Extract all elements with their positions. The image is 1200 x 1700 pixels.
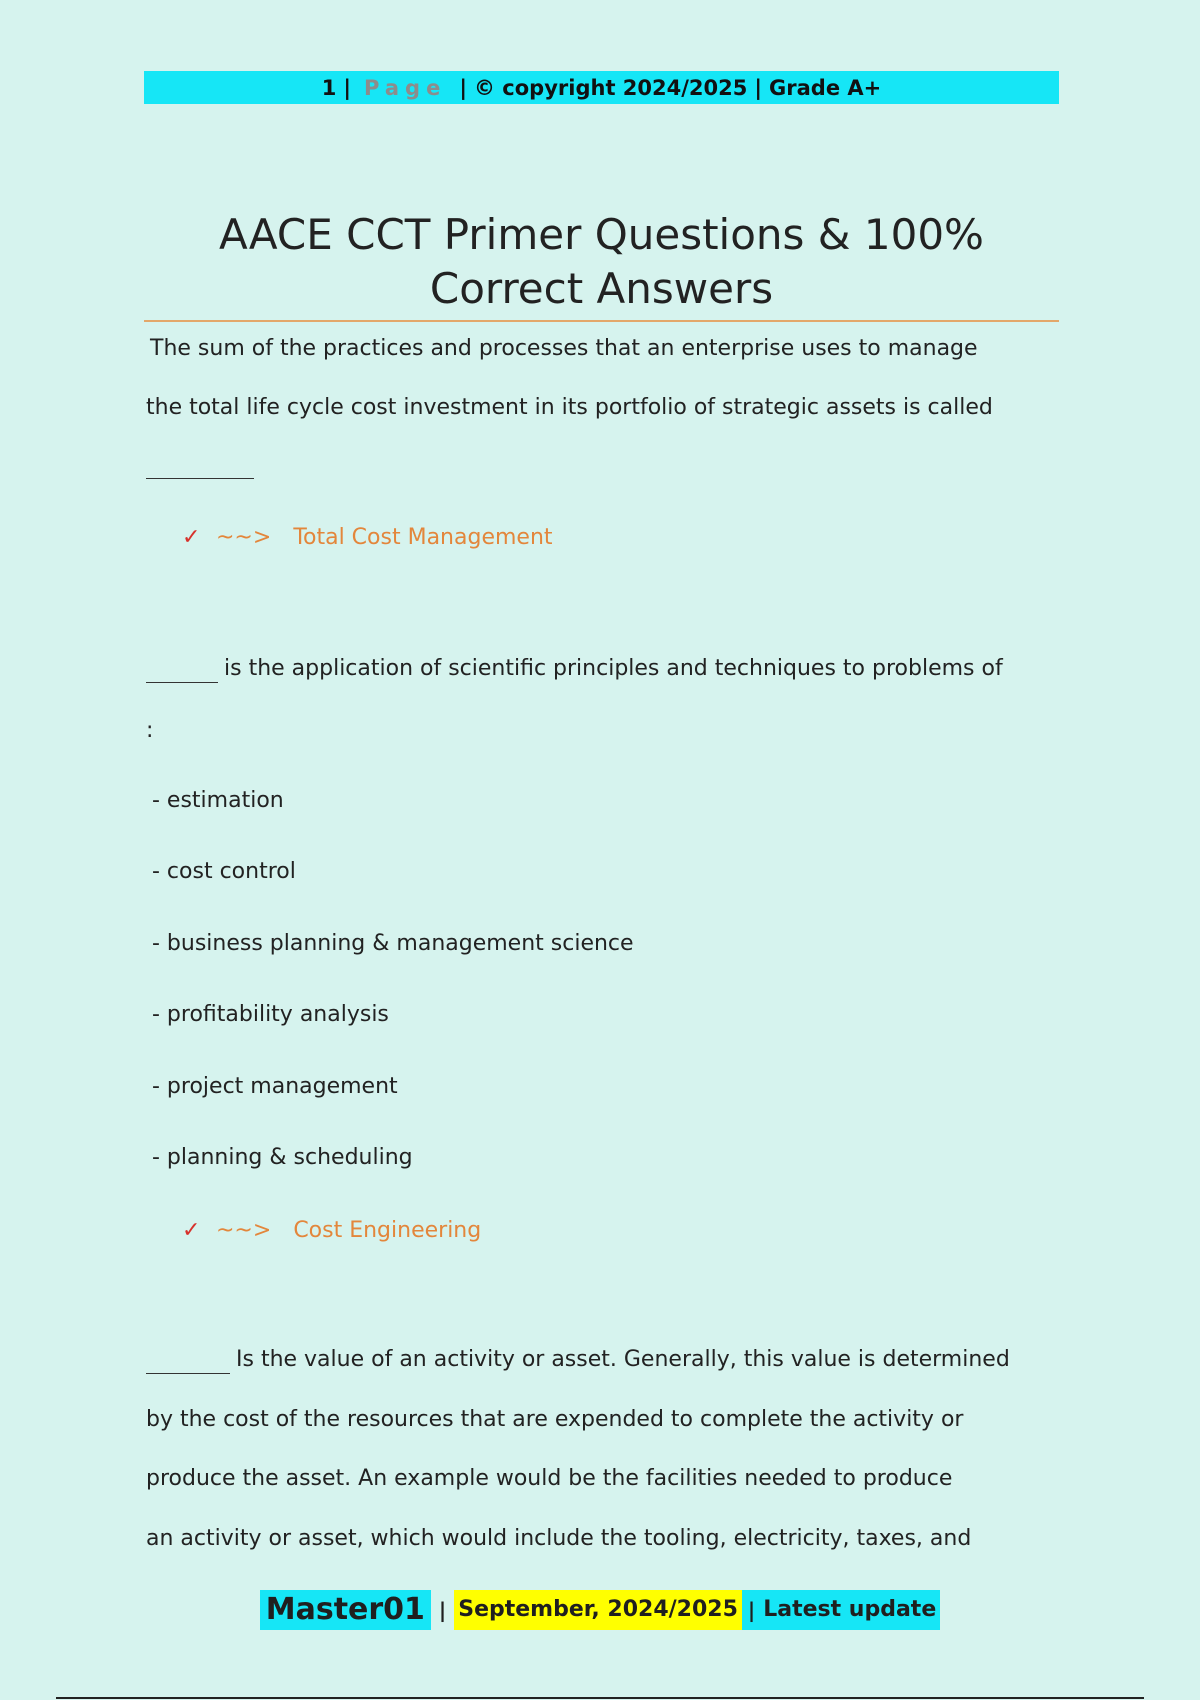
q3-line-3: produce the asset. An example would be the facilities needed to produce	[146, 1466, 953, 1491]
page-number: 1	[321, 75, 337, 100]
q2-item-3: - business planning & management science	[152, 931, 634, 956]
title-divider	[144, 320, 1059, 322]
q1-answer-text: Total Cost Management	[293, 525, 553, 550]
footer-author: Master01	[260, 1590, 431, 1630]
q2-answer	[182, 1218, 481, 1243]
footer-update: Latest update	[763, 1597, 937, 1622]
page-word: Page	[364, 75, 447, 100]
grade-text: Grade A+	[769, 75, 882, 100]
arrow-icon: ~~>	[216, 1218, 272, 1243]
footer-update-box	[742, 1590, 940, 1630]
check-icon: ✓	[182, 1218, 201, 1243]
page-header-bar	[144, 71, 1059, 104]
q2-line-1: is the application of scientific principles and techniques to problems of	[224, 656, 1003, 681]
separator: |	[747, 1598, 756, 1622]
q1-answer	[182, 525, 553, 550]
q2-item-4: - profitability analysis	[152, 1002, 389, 1027]
q2-item-1: - estimation	[152, 788, 284, 813]
footer-date: September, 2024/2025	[454, 1590, 742, 1630]
check-icon: ✓	[182, 525, 201, 550]
q3-blank	[146, 1373, 230, 1374]
separator: |	[438, 1598, 447, 1622]
document-title: AACE CCT Primer Questions & 100% Correct Answers	[219, 210, 984, 313]
q3-line-2: by the cost of the resources that are expended to complete the activity or	[146, 1407, 964, 1432]
q2-item-5: - project management	[152, 1074, 398, 1099]
q1-line-2: the total life cycle cost investment in its portfolio of strategic assets is called	[146, 395, 993, 420]
separator: |	[459, 75, 467, 100]
q1-blank	[146, 478, 254, 479]
page-footer	[0, 1590, 1200, 1630]
q2-answer-text: Cost Engineering	[293, 1218, 482, 1243]
q2-item-2: - cost control	[152, 859, 296, 884]
copyright-text: © copyright 2024/2025	[474, 75, 748, 100]
separator: |	[754, 75, 763, 100]
q1-line-1: The sum of the practices and processes that an enterprise uses to manage	[150, 336, 978, 361]
q2-blank	[146, 682, 218, 683]
q2-item-6: - planning & scheduling	[152, 1145, 413, 1170]
separator: |	[343, 75, 352, 100]
bottom-divider	[56, 1697, 1144, 1699]
q3-line-4: an activity or asset, which would include the tooling, electricity, taxes, and	[146, 1526, 972, 1551]
q2-line-2: :	[146, 718, 154, 743]
q3-line-1: Is the value of an activity or asset. Generally, this value is determined	[236, 1347, 1010, 1372]
arrow-icon: ~~>	[216, 525, 272, 550]
